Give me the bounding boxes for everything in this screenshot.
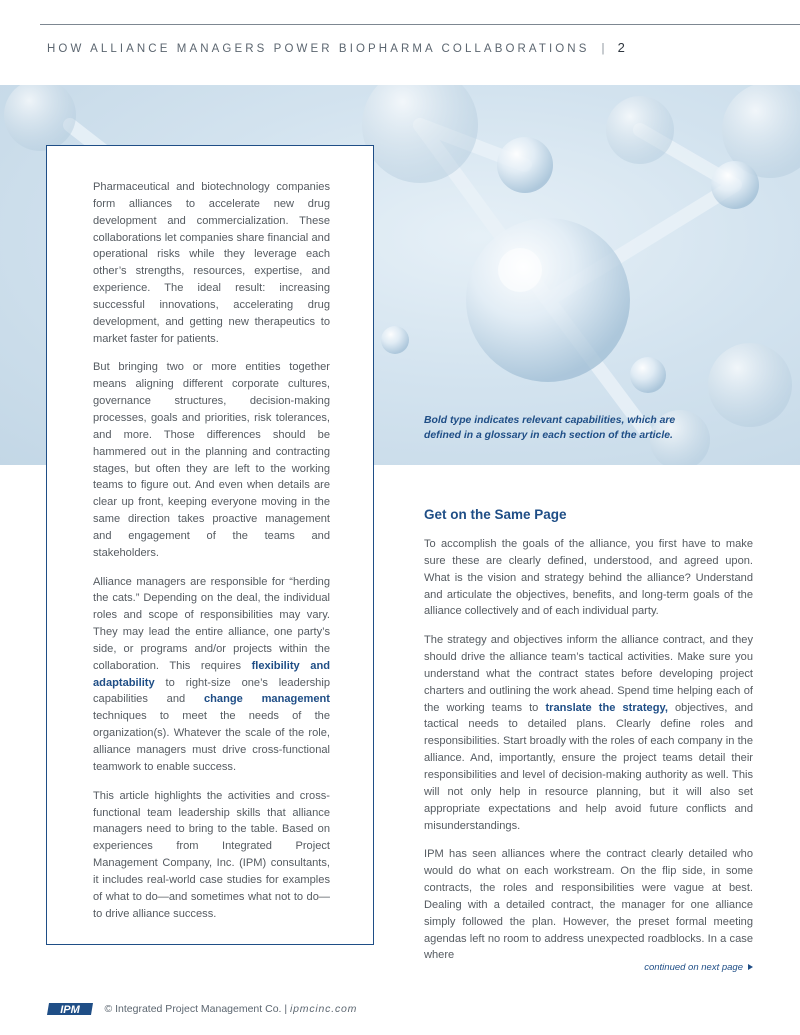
header-separator: | (601, 43, 608, 55)
page-footer (46, 1000, 357, 1016)
intro-paragraph-4: This article highlights the activities and cross-functional team leadership skills that alliance managers need to bring to the table. Based on experiences from Integrated Project Management Company, Inc. (IPM) consultants, it includes real-world case studies for examples of what to do—and sometimes what not to do—to drive alliance success. (93, 789, 330, 920)
arrow-right-icon (748, 964, 753, 970)
text-run: techniques to meet the needs of the organization(s). Whatever the scale of the role, alliance managers must drive cross-functional teamwork to enable success. (93, 710, 330, 773)
text-run: The strategy and objectives inform the alliance contract, and they should drive the alliance team’s tactical activities. Make sure you understand what the contract states before developing project charters and outlining the work ahead. Spend time helping each of the working teams to (424, 634, 753, 714)
continued-label: continued on next page (644, 962, 743, 973)
text-run: objectives, and tactical needs to detailed plans. Clearly define roles and responsibilities. Start broadly with the roles of each company in the alliance. And, importantly, ensure the project teams detail their responsibilities and level of decision-making authority as well. This will not only help in resource planning, but it will also set appropriate expectations and help avoid future conflicts and misunderstandings. (424, 701, 753, 832)
website-link[interactable]: ipmcinc.com (290, 1002, 358, 1015)
section-paragraph-3: IPM has seen alliances where the contract clearly detailed who would do what on each workstream. On the flip side, in some contracts, the roles and responsibilities were vague at best. Dealing with a detailed contract, the manager for one alliance simply followed the plan. However, the preset formal meeting agendas left no room to address unexpected roadblocks. In a case where (424, 848, 753, 962)
svg-text:IPM: IPM (60, 1003, 80, 1016)
section-paragraph-1: To accomplish the goals of the alliance, you first have to make sure these are clearly defined, understood, and agreed upon. What is the vision and strategy behind the alliance? Understand and articulate the objectives, benefits, and long-term goals of the alliance collectively and of each individual party. (424, 538, 753, 618)
intro-text (93, 179, 330, 934)
header-rule (40, 24, 800, 25)
intro-paragraph-2: But bringing two or more entities together means aligning different corporate cultures, governance structures, decision-making processes, goals and priorities, risk tolerances, and more. Those differences should be hammered out in the planning and contracting stages, but often they are left to the working teams to figure out. And even when details are clear up front, keeping everyone moving in the same direction takes proactive management and engagement of the teams and stakeholders. (93, 361, 330, 559)
ipm-logo (46, 1002, 94, 1016)
image-caption: Bold type indicates relevant capabilities, which are defined in a glossary in each section of the article. (424, 415, 676, 441)
running-header (47, 40, 625, 55)
footer-separator: | (284, 1002, 288, 1015)
intro-paragraph-3 (93, 574, 330, 776)
section-get-on-same-page (424, 505, 753, 976)
capability-change-management: change management (203, 693, 330, 706)
page-number: 2 (617, 40, 625, 55)
continued-link[interactable] (600, 962, 753, 973)
section-heading: Get on the Same Page (424, 507, 567, 522)
copyright: © Integrated Project Management Co. (104, 1002, 282, 1015)
section-paragraph-2 (424, 632, 753, 834)
footer-text (104, 1003, 357, 1015)
text-run: Alliance managers are responsible for “herding the cats.” Depending on the deal, the individual roles and scope of responsibilities may vary. They may lead the entire alliance, one party’s side, or programs and/or projects within the collaboration. This requires (93, 575, 330, 672)
text-run: to right-size one’s leadership capabilities and (93, 676, 330, 706)
header-title: HOW ALLIANCE MANAGERS POWER BIOPHARMA COLLABORATIONS (47, 43, 590, 55)
capability-translate-strategy: translate the strategy, (545, 701, 668, 714)
intro-paragraph-1: Pharmaceutical and biotechnology companies form alliances to accelerate new drug development and commercialization. These collaborations let companies share financial and operational risks while they leverage each other’s strengths, resources, expertise, and experience. The ideal result: increasing successful innovations, accelerating drug development, and getting new therapeutics to market faster for patients. (93, 181, 330, 345)
capability-flexibility: flexibility and adaptability (93, 659, 331, 689)
